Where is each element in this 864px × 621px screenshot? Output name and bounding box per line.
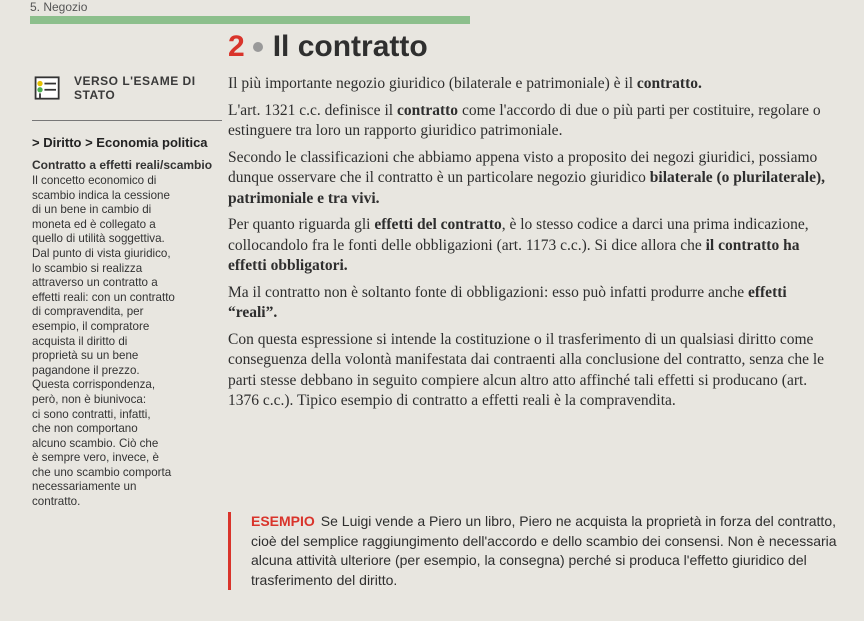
bold-span: effetti del contratto [374, 216, 502, 233]
text-span: Il più importante negozio giuridico (bilaterale e patrimoniale) è il [228, 75, 637, 92]
exam-book-icon [32, 70, 64, 106]
sidebar-body: Il concetto economico di scambio indica la cessione di un bene in cambio di moneta ed è collegato a quello di utilità soggettiva. Dal punto di vista giuridico, lo scambio si realizza attraverso un contratto a effetti reali: con un contratto di compravendita, per esempio, il compratore acquista il diritto di proprietà su un bene pagandone il prezzo. Questa corrispondenza, però, non è biunivoca: ci sono contratti, infatti, che non comportano alcuno scambio. Ciò che è sempre vero, invece, è che uno scambio comporta necessariamente un contratto. [32, 174, 175, 509]
bullet-dot-icon [253, 42, 263, 52]
paragraph-4 [228, 215, 838, 277]
text-span: Secondo le classificazioni che abbiamo appena visto a proposito dei negozi giuridici, possiamo dunque osservare che il contratto è un particolare negozio giuridico [228, 148, 818, 186]
paragraph-5 [228, 283, 838, 324]
text-span: Per quanto riguarda gli [228, 216, 375, 233]
breadcrumb: > Diritto > Economia politica [32, 135, 208, 150]
paragraph-2 [228, 101, 838, 142]
paragraph-1 [228, 74, 838, 95]
text-span: Ma il contratto non è soltanto fonte di obbligazioni: esso può infatti produrre anche [228, 283, 748, 301]
example-tag: ESEMPIO [251, 513, 315, 529]
bold-span: contratto. [636, 75, 702, 92]
example-box [228, 512, 856, 590]
paragraph-3 [228, 148, 838, 210]
paragraph-6: Con questa espressione si intende la costituzione o il trasferimento di un qualsiasi diritto come conseguenza della volontà manifestata dai contraenti alla conclusione del contratto, senza che le parti stesse debbano in seguito compiere alcun altro atto affinché tali effetti si producano (art. 1376 c.c.). Tipico esempio di contratto a effetti reali è la compravendita. [228, 330, 825, 409]
bold-span: bilaterale (o plurilaterale), patrimoniale e tra vivi. [228, 169, 825, 207]
text-span: come l'accordo di due o più parti per costituire, regolare o estinguere tra loro un rapporto giuridico patrimoniale. [228, 101, 821, 139]
main-content [228, 30, 838, 418]
sidebar [32, 70, 222, 510]
bold-span: il contratto ha effetti obbligatori. [228, 236, 800, 274]
exam-box [32, 70, 222, 106]
chapter-title: Il contratto [272, 30, 428, 63]
example-text: Se Luigi vende a Piero un libro, Piero ne acquista la proprietà in forza del contratto, cioè del semplice raggiungimento dell'accordo e dello scambio dei consensi. Non è necessaria alcuna attività ulteriore (per esempio, la consegna) perché si produca l'effetto giuridico del trasferimento del diritto. [251, 513, 837, 588]
sidebar-divider [32, 120, 222, 121]
chapter-number: 2 [228, 30, 245, 63]
chapter-heading [228, 30, 838, 64]
text-span: , è lo stesso codice a darci una prima indicazione, collocandolo fra le fonti delle obbligazioni (art. 1173 c.c.). Si dice allora che [228, 216, 809, 254]
text-span: L'art. 1321 c.c. definisce il [228, 101, 397, 119]
page-top-fragment: 5. Negozio [30, 0, 88, 14]
bold-span: effetti “reali”. [228, 283, 787, 321]
bold-span: contratto [396, 101, 459, 119]
header-band [30, 16, 470, 24]
sidebar-section-title: Contratto a effetti reali/scambio [32, 158, 213, 172]
exam-label: VERSO L'ESAME DI STATO [74, 74, 196, 102]
